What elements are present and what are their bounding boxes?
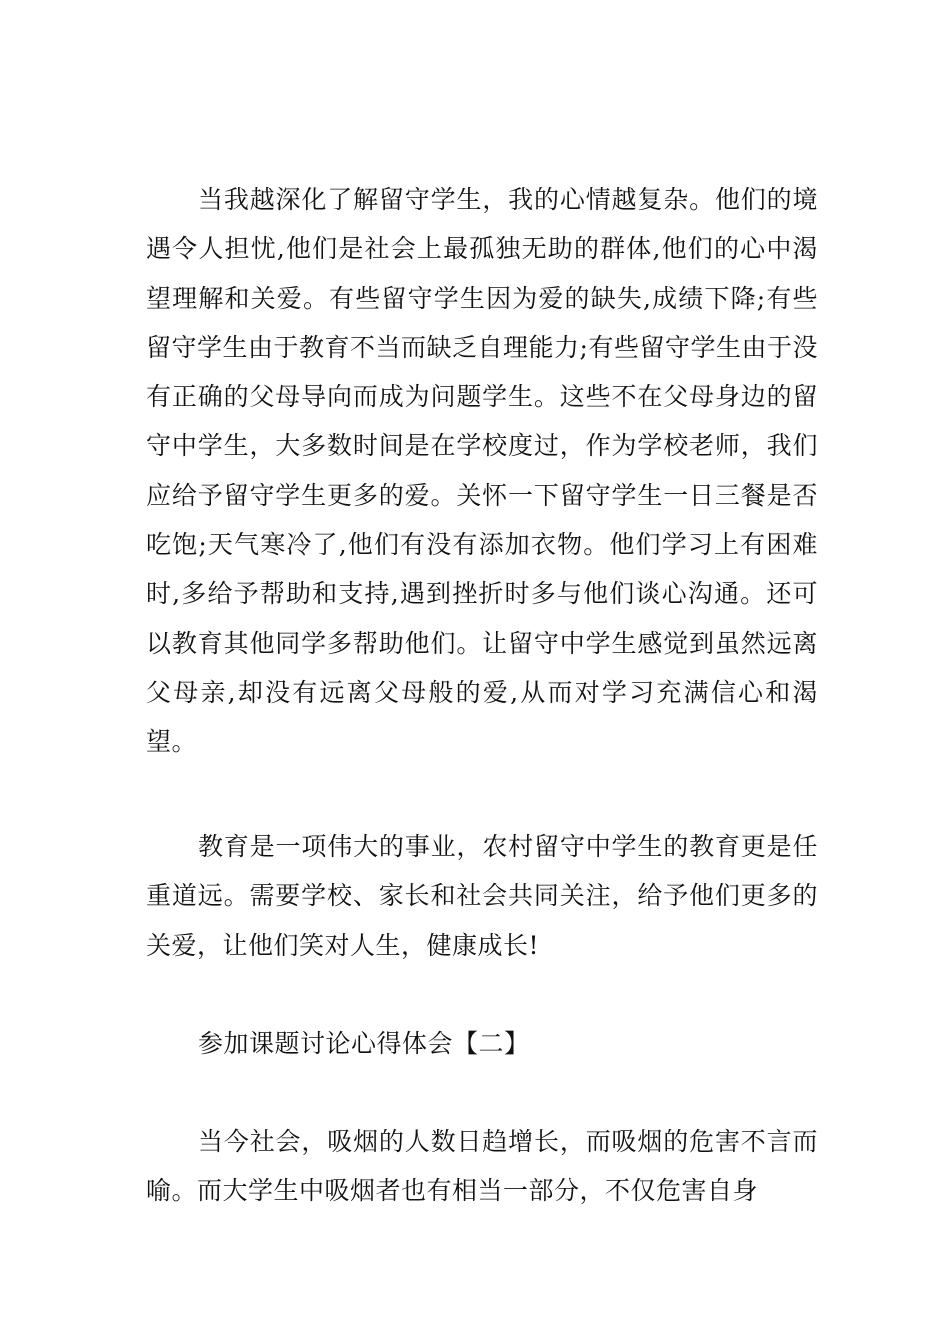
body-paragraph-smoking: 当今社会，吸烟的人数日趋增长，而吸烟的危害不言而喻。而大学生中吸烟者也有相当一部分，不仅危害自身 — [146, 1127, 818, 1206]
body-paragraph-education-mission: 教育是一项伟大的事业，农村留守中学生的教育更是任重道远。需要学校、家长和社会共同关注，给予他们更多的关爱，让他们笑对人生，健康成长! — [146, 832, 818, 960]
section-heading: 参加课题讨论心得体会【二】 — [198, 1029, 530, 1058]
body-paragraph-left-behind-students: 当我越深化了解留守学生，我的心情越复杂。他们的境遇令人担忧,他们是社会上最孤独无助的群体,他们的心中渴望理解和关爱。有些留守学生因为爱的缺失,成绩下降;有些留守学生由于教育不当而缺乏自理能力;有些留守学生由于没有正确的父母导向而成为问题学生。这些不在父母身边的留守中学生，大多数时间是在学校度过，作为学校老师，我们应给予留守学生更多的爱。关怀一下留守学生一日三餐是否吃饱;天气寒冷了,他们有没有添加衣物。他们学习上有困难时,多给予帮助和支持,遇到挫折时多与他们谈心沟通。还可以教育其他同学多帮助他们。让留守中学生感觉到虽然远离父母亲,却没有远离父母般的爱,从而对学习充满信心和渴望。 — [146, 185, 818, 757]
